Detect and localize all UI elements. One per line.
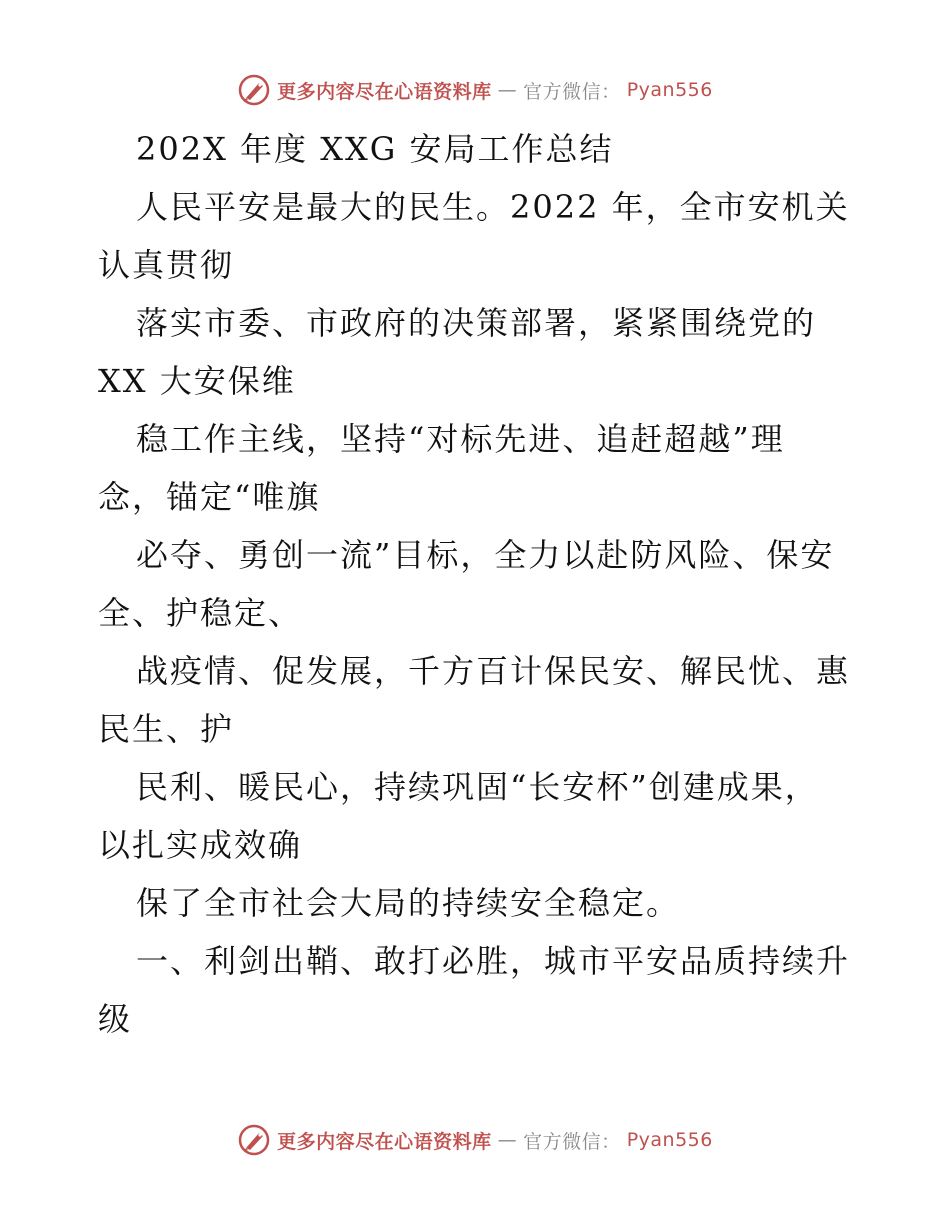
text-line: 保了全市社会大局的持续安全稳定。 bbox=[136, 884, 681, 922]
banner-dash: — bbox=[497, 79, 518, 101]
banner-contact-label: 官方微信： bbox=[523, 1130, 621, 1153]
text-line: 人民平安是最大的民生。2022 年，全市安机关 bbox=[136, 188, 850, 226]
banner-dash: — bbox=[497, 1129, 518, 1151]
text-line: 以扎实成效确 bbox=[98, 826, 303, 864]
document-body bbox=[98, 120, 858, 1048]
text-line: 全、护稳定、 bbox=[98, 594, 303, 632]
text-line: 民利、暖民心，持续巩固“长安杯”创建成果， bbox=[136, 768, 819, 806]
text-line: 必夺、勇创一流”目标，全力以赴防风险、保安 bbox=[136, 536, 835, 574]
text-line: 级 bbox=[98, 1000, 133, 1038]
banner-contact-id: Pyan556 bbox=[626, 79, 713, 101]
document-title: 202X 年度 XXG 安局工作总结 bbox=[136, 130, 614, 168]
text-line: 战疫情、促发展，千方百计保民安、解民忧、惠 bbox=[136, 652, 851, 690]
footer-banner bbox=[0, 1120, 950, 1160]
banner-title: 更多内容尽在心语资料库 bbox=[277, 80, 492, 103]
text-line: 民生、护 bbox=[98, 710, 235, 748]
text-line: 稳工作主线，坚持“对标先进、追赶超越”理 bbox=[136, 420, 785, 458]
banner-title: 更多内容尽在心语资料库 bbox=[277, 1130, 492, 1153]
banner-contact-label: 官方微信： bbox=[523, 80, 621, 103]
header-banner bbox=[0, 70, 950, 110]
pen-nib-circle-icon bbox=[237, 1123, 271, 1157]
text-line: 念，锚定“唯旗 bbox=[98, 478, 321, 516]
text-line: XX 大安保维 bbox=[98, 362, 296, 400]
banner-contact-id: Pyan556 bbox=[626, 1129, 713, 1151]
pen-nib-circle-icon bbox=[237, 73, 271, 107]
text-line: 落实市委、市政府的决策部署，紧紧围绕党的 bbox=[136, 304, 817, 342]
text-line: 认真贯彻 bbox=[98, 246, 235, 284]
section-heading: 一、利剑出鞘、敢打必胜，城市平安品质持续升 bbox=[136, 942, 851, 980]
